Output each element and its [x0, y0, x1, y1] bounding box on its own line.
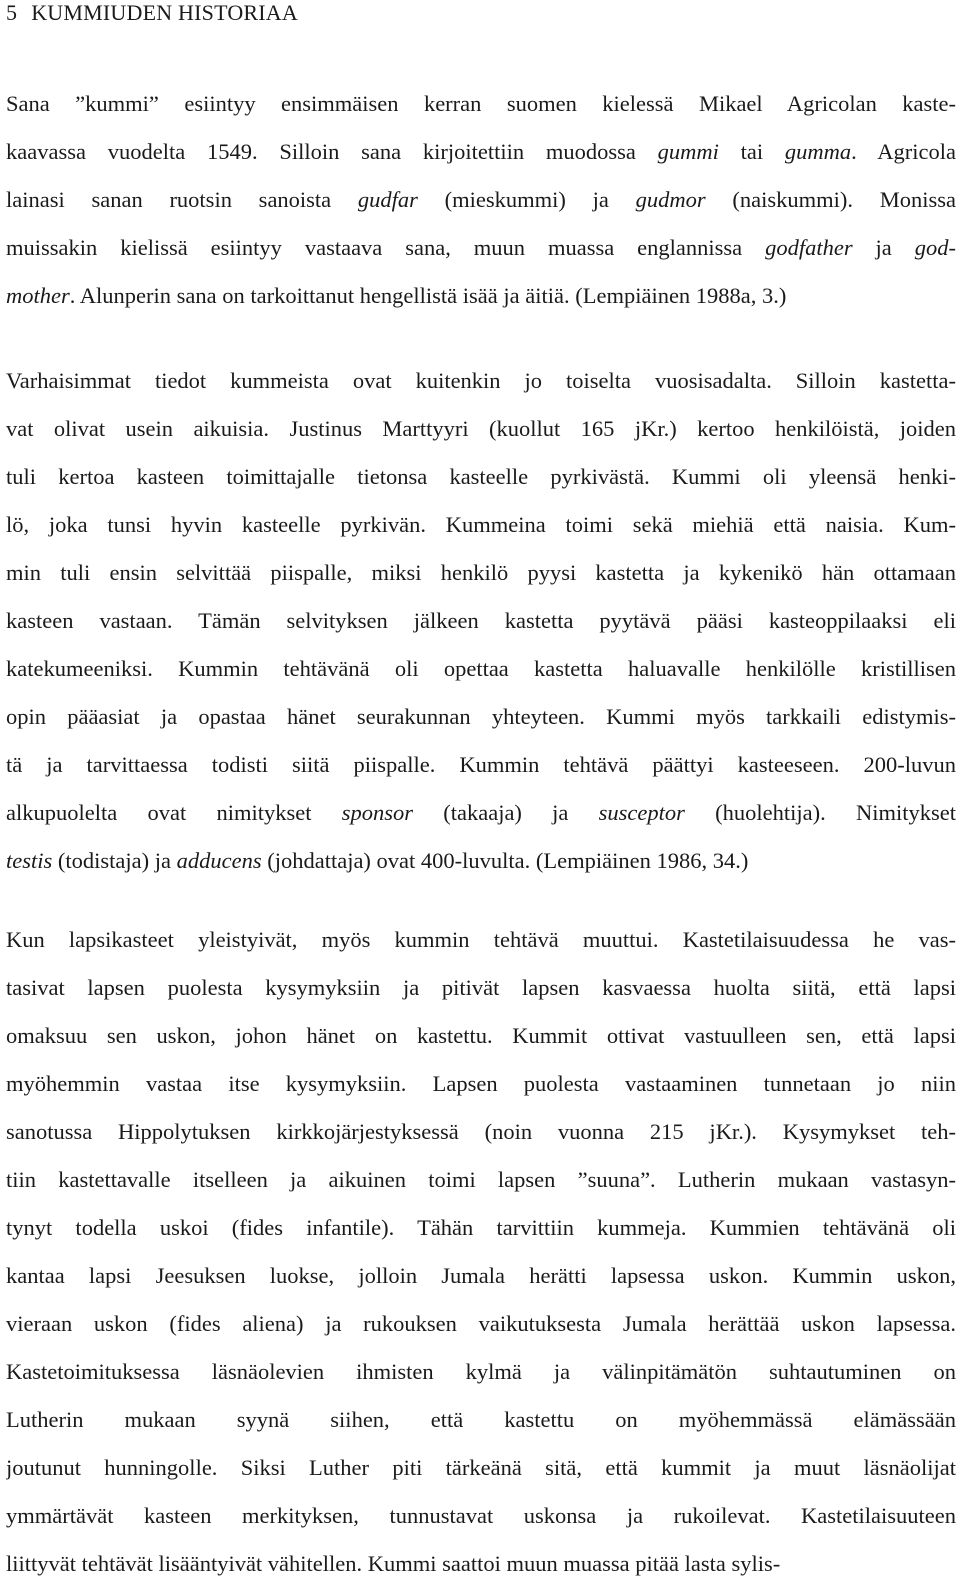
text-run: omaksuu sen uskon, johon hänet on kastettu. Kummit ottivat vastuulleen sen, että lapsi	[6, 1023, 956, 1048]
text-run: lö, joka tunsi hyvin kasteelle pyrkivän. Kummeina toimi sekä miehiä että naisia. Kum-	[6, 512, 956, 537]
text-run: opin pääasiat ja opastaa hänet seurakunnan yhteyteen. Kummi myös tarkkaili edistymis-	[6, 704, 956, 729]
text-run: kasteen vastaan. Tämän selvityksen jälkeen kastetta pyytävä pääsi kasteoppilaaksi eli	[6, 608, 956, 633]
text-line	[6, 453, 956, 501]
text-run: vieraan uskon (fides aliena) ja rukouksen vaikutuksesta Jumala herättää uskon lapsessa.	[6, 1311, 956, 1336]
text-line	[6, 837, 956, 885]
text-run: muissakin kielissä esiintyy vastaava sana, muun muassa englannissa	[6, 235, 766, 260]
text-run: tynyt todella uskoi (fides infantile). Tähän tarvittiin kummeja. Kummien tehtävänä oli	[6, 1215, 956, 1240]
italic-term: gumma	[784, 139, 852, 164]
text-line	[6, 1156, 956, 1204]
text-run: lainasi sanan ruotsin sanoista	[6, 187, 358, 212]
text-run: Sana ”kummi” esiintyy ensimmäisen kerran suomen kielessä Mikael Agricolan kaste-	[6, 91, 956, 116]
italic-term: testis	[6, 848, 53, 873]
text-run: tiin kastettavalle itselleen ja aikuinen toimi lapsen ”suuna”. Lutherin mukaan vastasyn-	[6, 1167, 956, 1192]
text-line	[6, 597, 956, 645]
text-run: tä ja tarvittaessa todisti siitä piispalle. Kummin tehtävä päättyi kasteeseen. 200-luvun	[6, 752, 956, 777]
text-line	[6, 1540, 956, 1588]
text-run: min tuli ensin selvittää piispalle, miksi henkilö pyysi kastetta ja kykenikö hän ottamaan	[6, 560, 956, 585]
section-title: KUMMIUDEN HISTORIAA	[31, 0, 298, 25]
text-line	[6, 1492, 956, 1540]
section-heading	[6, 0, 298, 26]
text-line	[6, 645, 956, 693]
text-line	[6, 1108, 956, 1156]
text-run: liittyvät tehtävät lisääntyivät vähitellen. Kummi saattoi muun muassa pitää lasta sylis-	[6, 1551, 781, 1576]
text-line	[6, 916, 956, 964]
text-run: . Agricola	[851, 139, 956, 164]
text-line	[6, 1396, 956, 1444]
text-line	[6, 741, 956, 789]
text-line	[6, 405, 956, 453]
paragraph-2	[6, 357, 956, 885]
text-run: (naiskummi). Monissa	[705, 187, 956, 212]
text-run: joutunut hunningolle. Siksi Luther piti tärkeänä sitä, että kummit ja muut läsnäolijat	[6, 1455, 956, 1480]
text-run: (johdattaja) ovat 400-luvulta. (Lempiäinen 1986, 34.)	[261, 848, 749, 873]
text-run: katekumeeniksi. Kummin tehtävänä oli opettaa kastetta haluavalle henkilölle kristillisen	[6, 656, 956, 681]
text-run: (todistaja) ja	[52, 848, 177, 873]
text-line	[6, 693, 956, 741]
text-line	[6, 789, 956, 837]
text-line	[6, 128, 956, 176]
text-run: alkupuolelta ovat nimitykset	[6, 800, 342, 825]
text-run: kaavassa vuodelta 1549. Silloin sana kirjoitettiin muodossa	[6, 139, 658, 164]
italic-term: gummi	[657, 139, 719, 164]
text-run: Lutherin mukaan syynä siihen, että kastettu on myöhemmässä elämässään	[6, 1407, 956, 1432]
text-run: . Alunperin sana on tarkoittanut hengellistä isää ja äitiä. (Lempiäinen 1988a, 3.)	[69, 283, 787, 308]
text-line	[6, 1348, 956, 1396]
paragraph-1	[6, 80, 956, 320]
text-line	[6, 1300, 956, 1348]
text-run: tasivat lapsen puolesta kysymyksiin ja pitivät lapsen kasvaessa huolta siitä, että lapsi	[6, 975, 956, 1000]
text-run: vat olivat usein aikuisia. Justinus Marttyyri (kuollut 165 jKr.) kertoo henkilöistä, joiden	[6, 416, 956, 441]
text-run: ymmärtävät kasteen merkityksen, tunnustavat uskonsa ja rukoilevat. Kastetilaisuuteen	[6, 1503, 956, 1528]
text-run: tuli kertoa kasteen toimittajalle tietonsa kasteelle pyrkivästä. Kummi oli yleensä henki-	[6, 464, 956, 489]
text-run: ja	[852, 235, 915, 260]
text-run: (takaaja) ja	[412, 800, 599, 825]
text-line	[6, 357, 956, 405]
italic-term: susceptor	[598, 800, 685, 825]
text-line	[6, 1060, 956, 1108]
text-run: kantaa lapsi Jeesuksen luokse, jolloin Jumala herätti lapsessa uskon. Kummin uskon,	[6, 1263, 956, 1288]
text-line	[6, 224, 956, 272]
text-line	[6, 80, 956, 128]
text-run: Varhaisimmat tiedot kummeista ovat kuitenkin jo toiselta vuosisadalta. Silloin kastetta-	[6, 368, 956, 393]
text-run: myöhemmin vastaa itse kysymyksiin. Lapsen puolesta vastaaminen tunnetaan jo niin	[6, 1071, 956, 1096]
paragraph-3	[6, 916, 956, 1588]
text-line	[6, 964, 956, 1012]
text-line	[6, 1012, 956, 1060]
text-line	[6, 1204, 956, 1252]
italic-term: mother	[6, 283, 70, 308]
text-line	[6, 1444, 956, 1492]
italic-term: god-	[914, 235, 956, 260]
text-line	[6, 272, 956, 320]
text-run: Kastetoimituksessa läsnäolevien ihmisten kylmä ja välinpitämätön suhtautuminen on	[6, 1359, 956, 1384]
text-line	[6, 176, 956, 224]
italic-term: sponsor	[341, 800, 413, 825]
text-run: (huolehtija). Nimitykset	[684, 800, 956, 825]
italic-term: gudmor	[635, 187, 706, 212]
text-run: sanotussa Hippolytuksen kirkkojärjestyksessä (noin vuonna 215 jKr.). Kysymykset teh-	[6, 1119, 956, 1144]
italic-term: adducens	[176, 848, 262, 873]
text-run: (mieskummi) ja	[417, 187, 636, 212]
text-run: tai	[718, 139, 785, 164]
section-number: 5	[6, 0, 18, 25]
text-line	[6, 501, 956, 549]
text-line	[6, 549, 956, 597]
text-run: Kun lapsikasteet yleistyivät, myös kummin tehtävä muuttui. Kastetilaisuudessa he vas-	[6, 927, 956, 952]
italic-term: godfather	[765, 235, 853, 260]
text-line	[6, 1252, 956, 1300]
italic-term: gudfar	[357, 187, 418, 212]
